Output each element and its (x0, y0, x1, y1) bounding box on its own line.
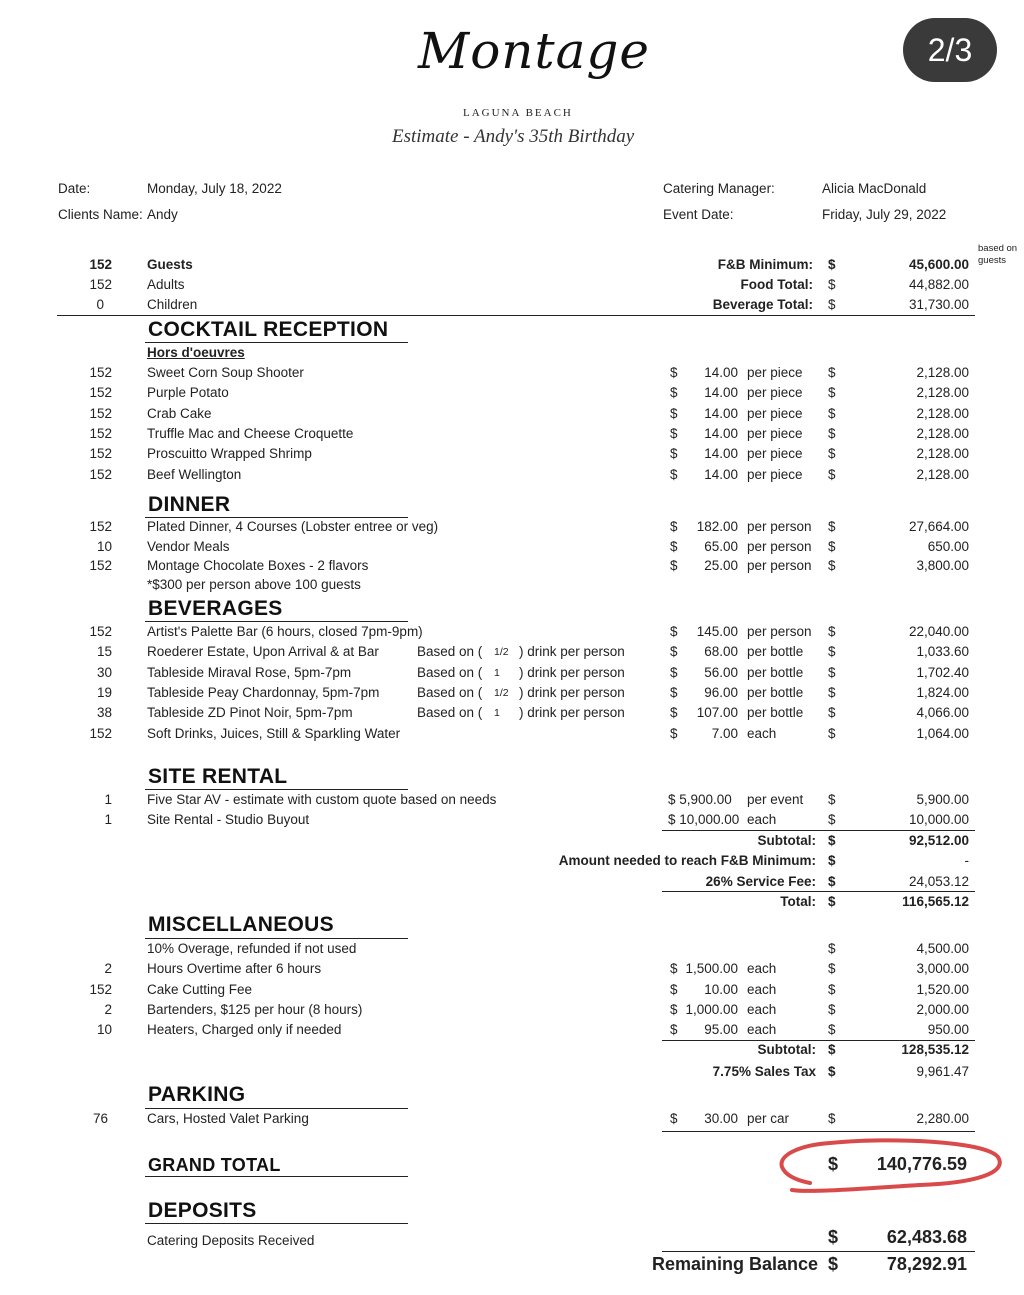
header-divider (57, 315, 975, 316)
currency: $ (670, 705, 678, 721)
unit-label: per bottle (747, 664, 804, 680)
beverage-total-amount: 31,730.00 (908, 297, 969, 312)
currency: $ (828, 725, 836, 741)
currency: $ (828, 664, 836, 680)
line-qty: 2 (104, 1001, 112, 1017)
currency: $ (828, 812, 836, 828)
unit-label: each (747, 725, 777, 741)
section-underline (145, 517, 408, 518)
line-description: Vendor Meals (147, 538, 230, 554)
total-label: Amount needed to reach F&B Minimum: (558, 853, 816, 869)
minimum-note: based on guests (978, 243, 1018, 266)
fb-minimum-amount: 45,600.00 (908, 257, 969, 272)
line-description: Artist's Palette Bar (6 hours, closed 7pm-9pm) (147, 624, 423, 639)
currency: $ (670, 624, 678, 639)
line-total: 3,000.00 (916, 961, 969, 977)
unit-label: per bottle (747, 684, 804, 700)
currency: $ (828, 257, 836, 272)
line-description: Montage Chocolate Boxes - 2 flavors (147, 558, 369, 573)
line-qty: 2 (104, 961, 112, 977)
line-description: Cars, Hosted Valet Parking (147, 1111, 309, 1126)
manager-value: Alicia MacDonald (822, 181, 927, 196)
unit-label: per piece (747, 425, 803, 441)
count-label: Adults (147, 277, 185, 292)
section-parking: PARKING (148, 1083, 246, 1106)
line-description: Cake Cutting Fee (147, 981, 253, 997)
date-label: Date: (58, 181, 91, 196)
unit-price: 14.00 (704, 446, 738, 462)
fb-minimum-label: F&B Minimum: (717, 257, 813, 272)
section-site-rental: SITE RENTAL (148, 765, 288, 788)
count-label: Guests (147, 257, 193, 272)
line-description: Tableside ZD Pinot Noir, 5pm-7pm (147, 705, 353, 721)
remaining-currency: $ (828, 1254, 839, 1274)
line-qty: 152 (89, 466, 112, 482)
unit-price: $ 10,000.00 (668, 812, 740, 828)
unit-price: 10.00 (704, 981, 738, 997)
currency: $ (828, 941, 836, 956)
deposit-divider (662, 1251, 975, 1252)
line-description: Site Rental - Studio Buyout (147, 812, 310, 828)
count-qty: 0 (96, 297, 104, 312)
section-underline (145, 1176, 408, 1177)
line-qty: 152 (89, 624, 112, 639)
unit-price: 68.00 (704, 644, 738, 660)
drink-fraction: 1 (494, 666, 500, 679)
line-total: 2,128.00 (916, 466, 969, 482)
currency: $ (828, 1022, 836, 1038)
section-cocktail-reception: COCKTAIL RECEPTION (148, 318, 389, 341)
currency: $ (670, 538, 678, 554)
unit-price: 107.00 (696, 705, 738, 721)
currency: $ (828, 558, 836, 573)
unit-price: 14.00 (704, 385, 738, 401)
currency: $ (828, 624, 836, 639)
currency: $ (828, 1111, 836, 1126)
line-total: 1,064.00 (916, 725, 969, 741)
unit-label: per piece (747, 365, 803, 380)
drink-fraction: 1 (494, 707, 500, 720)
unit-label: each (747, 1001, 777, 1017)
currency: $ (828, 684, 836, 700)
unit-label: per person (747, 519, 812, 534)
line-description: Tableside Peay Chardonnay, 5pm-7pm (147, 684, 380, 700)
line-qty: 1 (104, 792, 112, 807)
currency: $ (828, 981, 836, 997)
line-total: 3,800.00 (916, 558, 969, 573)
line-total: 27,664.00 (908, 519, 969, 534)
line-description: Truffle Mac and Cheese Croquette (147, 425, 354, 441)
total-amount: 116,565.12 (902, 893, 969, 909)
total-label: 7.75% Sales Tax (712, 1064, 816, 1079)
based-on-label: Based on ( (417, 664, 483, 680)
currency: $ (670, 725, 678, 741)
line-qty: 30 (96, 664, 112, 680)
line-description: Tableside Miraval Rose, 5pm-7pm (147, 664, 352, 680)
line-qty: 152 (89, 558, 112, 573)
line-total: 2,128.00 (916, 365, 969, 380)
line-description: Plated Dinner, 4 Courses (Lobster entree or veg) (147, 519, 439, 534)
unit-price: 96.00 (704, 684, 738, 700)
line-qty: 152 (89, 365, 112, 380)
line-total: 4,066.00 (916, 705, 969, 721)
currency: $ (828, 1042, 836, 1057)
currency: $ (828, 961, 836, 977)
count-qty: 152 (89, 257, 112, 272)
line-qty: 152 (89, 446, 112, 462)
currency: $ (828, 1064, 836, 1079)
unit-price: 1,500.00 (685, 961, 738, 977)
unit-label: each (747, 812, 777, 828)
unit-price: 145.00 (696, 624, 738, 639)
food-total-label: Food Total: (740, 277, 813, 292)
line-description: Heaters, Charged only if needed (147, 1022, 342, 1038)
line-description: Hours Overtime after 6 hours (147, 961, 322, 977)
line-description: Proscuitto Wrapped Shrimp (147, 446, 312, 462)
line-description: Five Star AV - estimate with custom quote based on needs (147, 792, 497, 807)
beverage-total-label: Beverage Total: (712, 297, 813, 312)
currency: $ (828, 833, 836, 848)
total-amount: 9,961.47 (916, 1064, 969, 1079)
parking-divider (662, 1131, 975, 1132)
currency: $ (670, 405, 678, 421)
currency: $ (828, 792, 836, 807)
currency: $ (670, 466, 678, 482)
unit-price: 14.00 (704, 405, 738, 421)
count-label: Children (147, 297, 198, 312)
currency: $ (670, 385, 678, 401)
currency: $ (828, 446, 836, 462)
currency: $ (828, 893, 836, 909)
estimate-title: Estimate - Andy's 35th Birthday (392, 126, 635, 147)
event-date-label: Event Date: (663, 207, 734, 222)
total-label: Subtotal: (757, 1042, 816, 1057)
line-description: Beef Wellington (147, 466, 242, 482)
unit-label: per bottle (747, 705, 804, 721)
line-total: 1,702.40 (916, 664, 969, 680)
deposit-currency: $ (828, 1227, 839, 1247)
currency: $ (828, 277, 836, 292)
hand-drawn-circle (770, 1135, 1010, 1200)
line-total: 10,000.00 (908, 812, 969, 828)
currency: $ (670, 981, 678, 997)
unit-price: 14.00 (704, 466, 738, 482)
line-description: Crab Cake (147, 405, 212, 421)
currency: $ (828, 873, 836, 889)
line-qty: 76 (92, 1111, 108, 1126)
unit-price: 14.00 (704, 365, 738, 380)
line-description: Purple Potato (147, 385, 229, 401)
line-qty: 10 (96, 538, 112, 554)
currency: $ (670, 1111, 678, 1126)
currency: $ (670, 519, 678, 534)
section-underline (145, 1223, 408, 1224)
dinner-note: *$300 per person above 100 guests (147, 577, 361, 592)
section-underline (145, 621, 408, 622)
line-total: 2,128.00 (916, 425, 969, 441)
deposit-amount: 62,483.68 (886, 1227, 967, 1247)
unit-price: 14.00 (704, 425, 738, 441)
currency: $ (670, 961, 678, 977)
line-description: 10% Overage, refunded if not used (147, 941, 357, 956)
currency: $ (828, 297, 836, 312)
total-amount: - (964, 853, 969, 869)
line-qty: 38 (96, 705, 112, 721)
line-qty: 152 (89, 385, 112, 401)
subtotal-divider (662, 1040, 975, 1041)
manager-label: Catering Manager: (663, 181, 775, 196)
line-qty: 152 (89, 519, 112, 534)
grand-total-currency: $ (828, 1154, 839, 1174)
drink-fraction: 1/2 (494, 686, 509, 699)
unit-label: per person (747, 538, 812, 554)
line-qty: 152 (89, 981, 112, 997)
unit-label: each (747, 981, 777, 997)
currency: $ (828, 853, 836, 869)
drink-per-person: ) drink per person (519, 644, 625, 660)
total-label: Subtotal: (757, 833, 816, 848)
section-deposits: DEPOSITS (148, 1199, 257, 1222)
total-label: 26% Service Fee: (705, 873, 816, 889)
deposit-description: Catering Deposits Received (147, 1233, 315, 1248)
total-label: Total: (780, 893, 816, 909)
line-description: Bartenders, $125 per hour (8 hours) (147, 1001, 363, 1017)
unit-price: 7.00 (711, 725, 738, 741)
unit-label: per car (747, 1111, 790, 1126)
section-underline (145, 1108, 408, 1109)
line-total: 2,128.00 (916, 405, 969, 421)
line-total: 5,900.00 (916, 792, 969, 807)
line-total: 1,520.00 (916, 981, 969, 997)
unit-label: per person (747, 558, 812, 573)
drink-fraction: 1/2 (494, 646, 509, 659)
currency: $ (828, 1001, 836, 1017)
line-description: Soft Drinks, Juices, Still & Sparkling Water (147, 725, 401, 741)
section-miscellaneous: MISCELLANEOUS (148, 913, 334, 936)
line-qty: 19 (96, 684, 112, 700)
currency: $ (828, 405, 836, 421)
currency: $ (670, 1001, 678, 1017)
grand-total-amount: 140,776.59 (876, 1154, 967, 1174)
currency: $ (670, 684, 678, 700)
section-beverages: BEVERAGES (148, 597, 283, 620)
line-qty: 10 (96, 1022, 112, 1038)
section-underline (145, 342, 408, 343)
unit-label: per piece (747, 405, 803, 421)
drink-per-person: ) drink per person (519, 664, 625, 680)
line-total: 2,128.00 (916, 385, 969, 401)
currency: $ (828, 466, 836, 482)
line-total: 1,824.00 (916, 684, 969, 700)
currency: $ (670, 365, 678, 380)
currency: $ (828, 385, 836, 401)
section-dinner: DINNER (148, 493, 231, 516)
unit-label: per piece (747, 466, 803, 482)
unit-label: per piece (747, 385, 803, 401)
line-total: 2,000.00 (916, 1001, 969, 1017)
line-total: 950.00 (927, 1022, 969, 1038)
total-amount: 24,053.12 (908, 873, 969, 889)
currency: $ (828, 425, 836, 441)
based-on-label: Based on ( (417, 684, 483, 700)
remaining-balance-label: Remaining Balance (652, 1254, 819, 1274)
subtotal-divider (662, 830, 975, 831)
currency: $ (828, 519, 836, 534)
unit-price: 182.00 (696, 519, 738, 534)
client-label: Clients Name: (58, 207, 143, 222)
client-value: Andy (147, 207, 178, 222)
line-qty: 1 (104, 812, 112, 828)
currency: $ (828, 705, 836, 721)
currency: $ (670, 425, 678, 441)
unit-label: per bottle (747, 644, 804, 660)
unit-label: per person (747, 624, 812, 639)
section-underline (145, 789, 408, 790)
total-amount: 92,512.00 (908, 833, 969, 848)
currency: $ (828, 644, 836, 660)
total-amount: 128,535.12 (901, 1042, 969, 1057)
unit-price: 30.00 (704, 1111, 738, 1126)
line-qty: 152 (89, 725, 112, 741)
unit-label: per piece (747, 446, 803, 462)
line-total: 2,280.00 (916, 1111, 969, 1126)
line-qty: 15 (96, 644, 112, 660)
location-label: LAGUNA BEACH (463, 107, 573, 119)
unit-price: 65.00 (704, 538, 738, 554)
currency: $ (670, 664, 678, 680)
currency: $ (670, 558, 678, 573)
unit-label: each (747, 1022, 777, 1038)
drink-per-person: ) drink per person (519, 684, 625, 700)
page-indicator-badge: 2/3 (903, 18, 997, 82)
food-total-amount: 44,882.00 (908, 277, 969, 292)
unit-label: per event (747, 792, 804, 807)
line-total: 1,033.60 (916, 644, 969, 660)
count-qty: 152 (89, 277, 112, 292)
based-on-label: Based on ( (417, 705, 483, 721)
line-total: 22,040.00 (908, 624, 969, 639)
line-total: 4,500.00 (916, 941, 969, 956)
currency: $ (670, 1022, 678, 1038)
unit-price: 1,000.00 (685, 1001, 738, 1017)
unit-price: 25.00 (704, 558, 738, 573)
currency: $ (828, 538, 836, 554)
section-grand-total: GRAND TOTAL (148, 1155, 281, 1175)
line-description: Sweet Corn Soup Shooter (147, 365, 304, 380)
currency: $ (670, 446, 678, 462)
event-date-value: Friday, July 29, 2022 (822, 207, 947, 222)
line-total: 650.00 (927, 538, 969, 554)
remaining-balance-amount: 78,292.91 (886, 1254, 967, 1274)
line-total: 2,128.00 (916, 446, 969, 462)
line-description: Roederer Estate, Upon Arrival & at Bar (147, 644, 379, 660)
currency: $ (670, 644, 678, 660)
hors-doeuvres-heading: Hors d'oeuvres (147, 345, 245, 360)
line-qty: 152 (89, 405, 112, 421)
unit-label: each (747, 961, 777, 977)
based-on-label: Based on ( (417, 644, 483, 660)
unit-price: 56.00 (704, 664, 738, 680)
montage-logo: Montage (418, 22, 650, 80)
currency: $ (828, 365, 836, 380)
date-value: Monday, July 18, 2022 (147, 181, 282, 196)
unit-price: 95.00 (704, 1022, 738, 1038)
unit-price: $ 5,900.00 (668, 792, 732, 807)
total-divider (662, 891, 975, 892)
drink-per-person: ) drink per person (519, 705, 625, 721)
section-underline (145, 938, 408, 939)
line-qty: 152 (89, 425, 112, 441)
